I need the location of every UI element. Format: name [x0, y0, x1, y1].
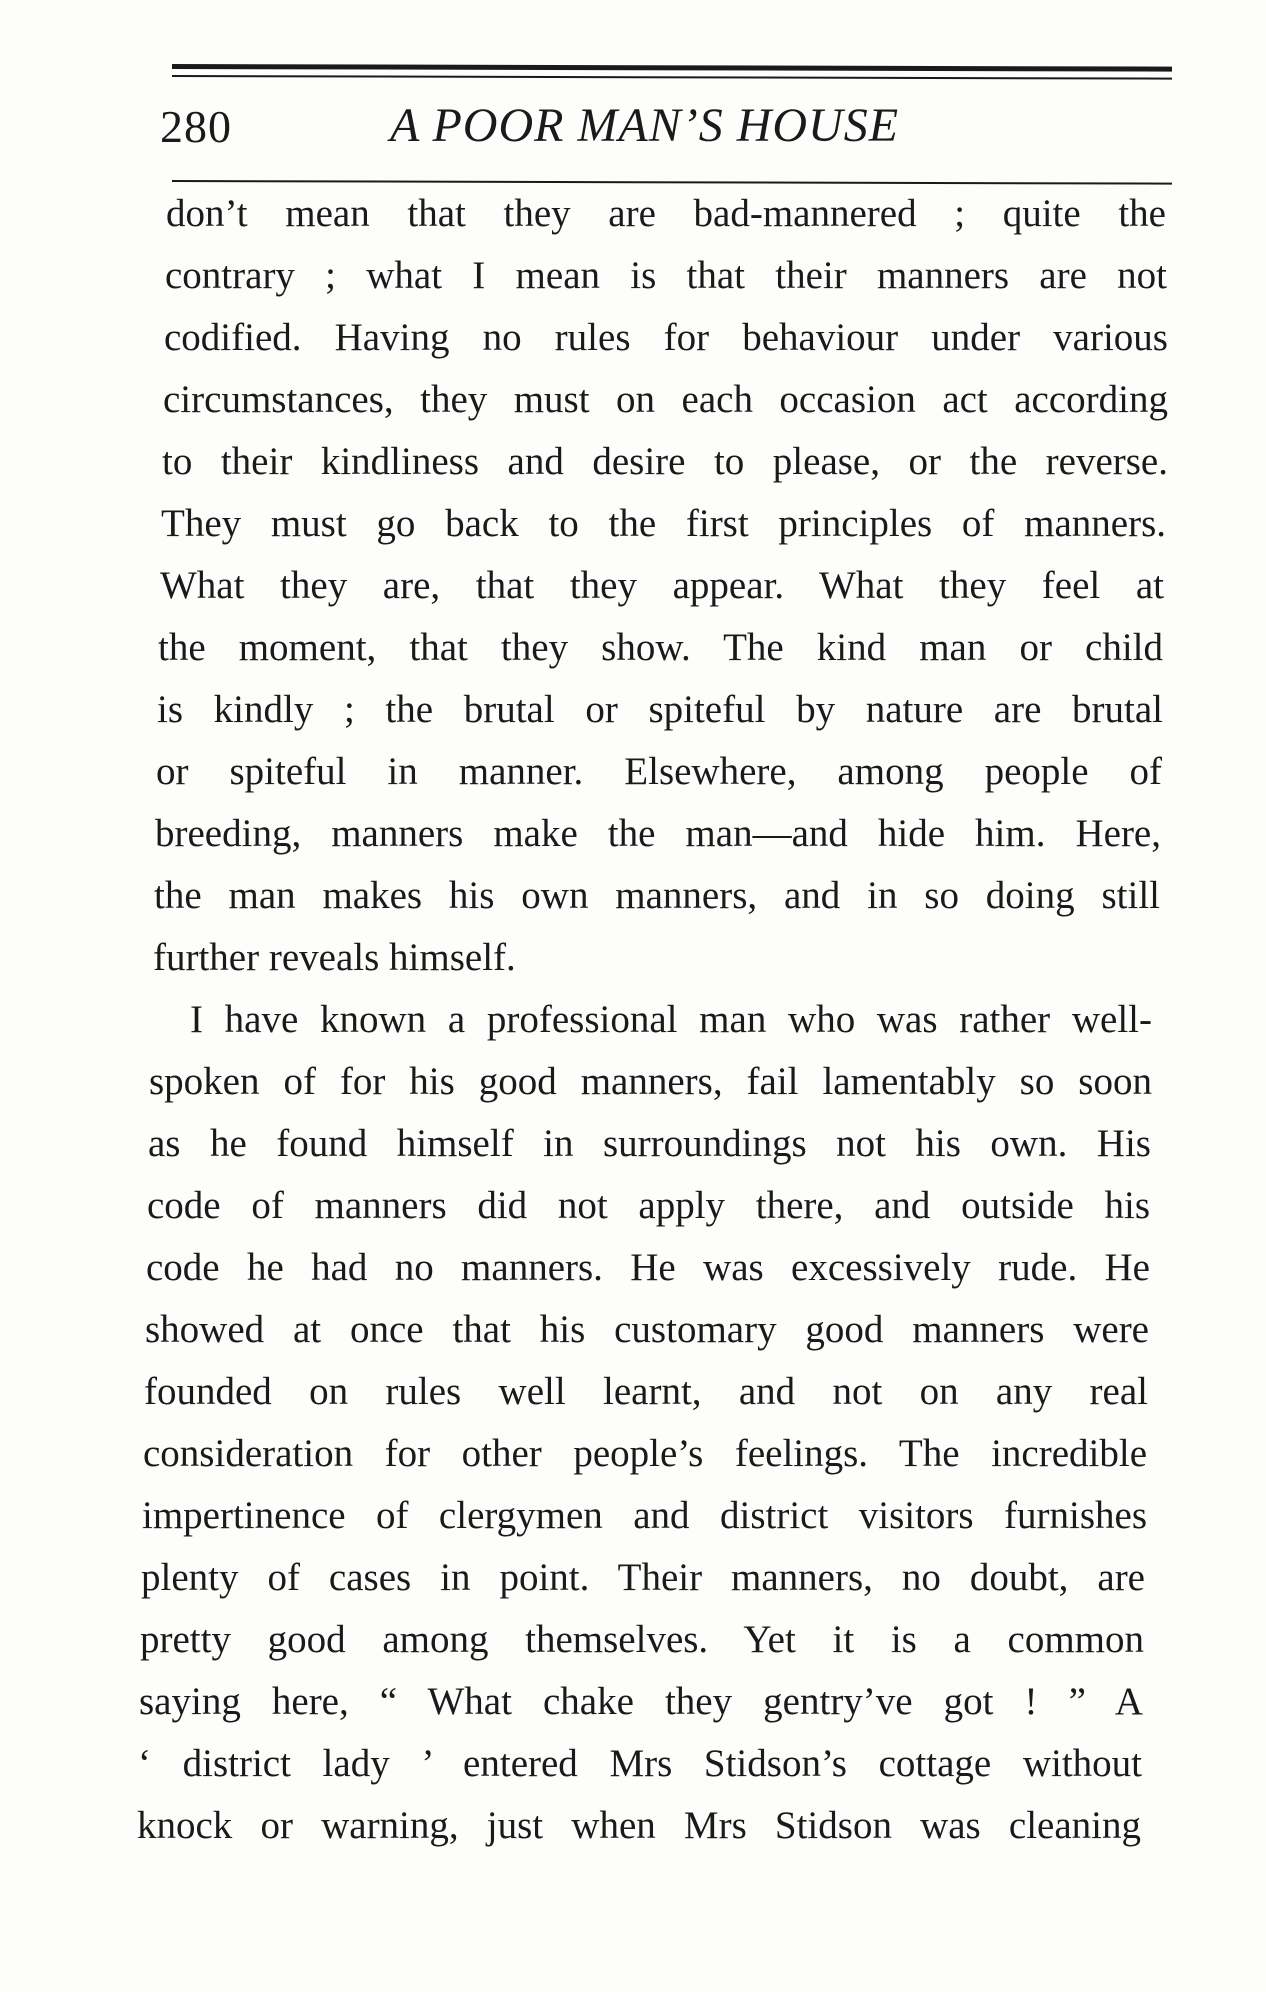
text-line: the moment, that they show. The kind man or child [158, 626, 1163, 669]
header-rule-under-title [172, 180, 1172, 184]
text-line: knock or warning, just when Mrs Stidson was cleaning [137, 1804, 1141, 1847]
text-line: the man makes his own manners, and in so doing still [154, 874, 1160, 917]
text-line: breeding, manners make the man—and hide him. Here, [155, 812, 1161, 855]
running-title: A POOR MAN’S HOUSE [390, 99, 900, 152]
header-rule-thick [172, 64, 1172, 72]
text-line: to their kindliness and desire to please, or the reverse. [162, 440, 1168, 483]
running-head [160, 94, 1170, 154]
text-line: code of manners did not apply there, and outside his [147, 1184, 1150, 1227]
text-line: pretty good among themselves. Yet it is a common [140, 1618, 1144, 1661]
text-line: They must go back to the first principles of manners. [161, 502, 1166, 545]
text-line: don’t mean that they are bad-mannered ; quite the [166, 192, 1166, 235]
text-line: I have known a professional man who was rather well- [190, 998, 1152, 1041]
text-line: codified. Having no rules for behaviour under various [164, 316, 1168, 359]
text-line: code he had no manners. He was excessively rude. He [146, 1246, 1150, 1289]
text-line: plenty of cases in point. Their manners, no doubt, are [141, 1556, 1145, 1599]
text-line: ‘ district lady ’ entered Mrs Stidson’s cottage without [138, 1742, 1142, 1785]
text-line: is kindly ; the brutal or spiteful by nature are brutal [157, 688, 1163, 731]
text-line: showed at once that his customary good manners were [145, 1308, 1149, 1351]
text-line: consideration for other people’s feelings. The incredible [143, 1432, 1147, 1475]
text-line: contrary ; what I mean is that their manners are not [165, 254, 1167, 297]
text-line: or spiteful in manner. Elsewhere, among people of [156, 750, 1162, 793]
text-line: impertinence of clergymen and district visitors furnishes [142, 1494, 1147, 1537]
text-line: saying here, “ What chake they gentry’ve got ! ” A [139, 1680, 1143, 1723]
text-line: as he found himself in surroundings not his own. His [148, 1122, 1151, 1165]
text-line: What they are, that they appear. What they feel at [160, 564, 1164, 607]
page-number: 280 [160, 101, 232, 152]
text-line: circumstances, they must on each occasion act according [163, 378, 1168, 421]
text-line: founded on rules well learnt, and not on any real [144, 1370, 1148, 1413]
text-line: spoken of for his good manners, fail lamentably so soon [149, 1060, 1152, 1103]
text-line: further reveals himself. [153, 936, 516, 979]
header-rule-thin [172, 75, 1172, 79]
